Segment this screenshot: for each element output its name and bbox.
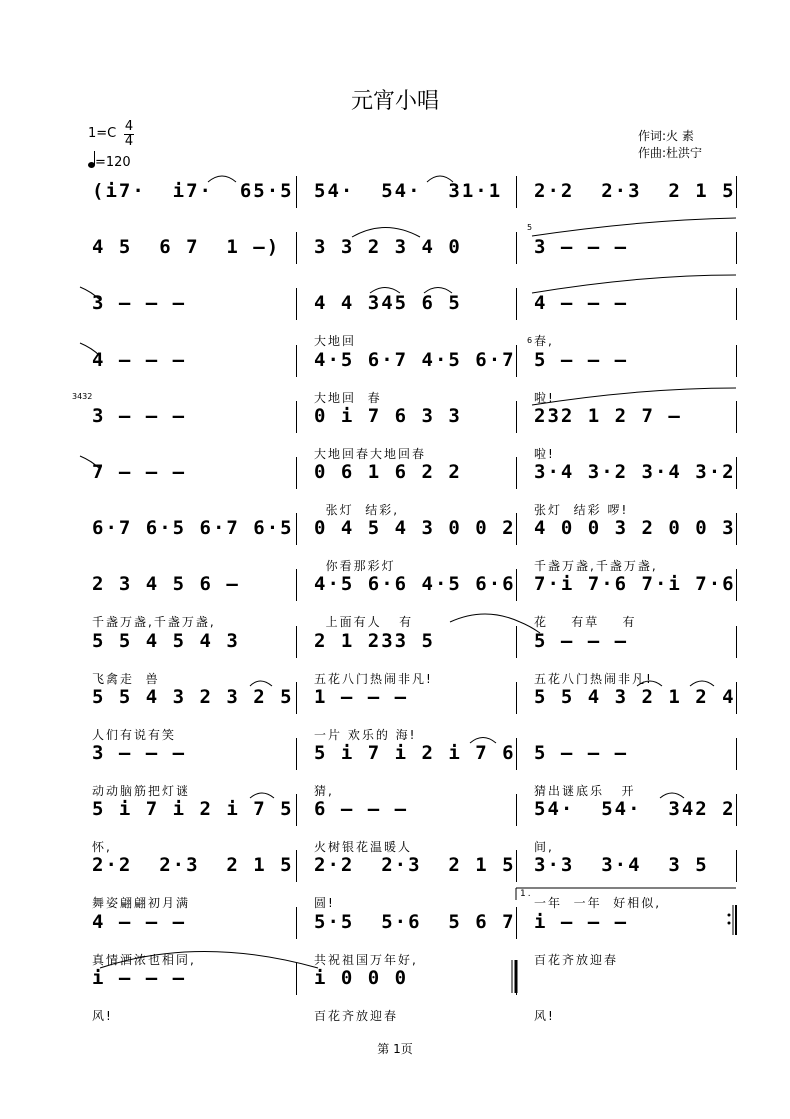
lyric-line: 人们有说有笑: [92, 727, 177, 742]
measure-notes: 5 – – –: [534, 348, 629, 371]
lyric-line: 五花八门热闹非凡!: [534, 671, 653, 686]
lyric-line: 大地回 春: [314, 390, 382, 405]
measure-notes: 232 1 2 7 –: [534, 404, 682, 427]
measure-notes: 7·i 7·6 7·i 7·6: [534, 573, 736, 596]
page-number: 第 1页: [377, 1042, 413, 1056]
slur: [100, 952, 318, 969]
tempo-value: =120: [95, 155, 131, 170]
measure-notes: 4·5 6·7 4·5 6·7: [314, 348, 516, 371]
measure-notes: 5 5 4 5 4 3: [92, 629, 240, 652]
slur: [208, 176, 236, 182]
lyricist-credit: 作词:火 素: [638, 129, 694, 143]
lyric-line: 花 有草 有: [534, 615, 637, 630]
lyric-line: 百花齐放迎春: [314, 1008, 399, 1023]
measure-notes: 4 – – –: [92, 348, 187, 371]
slur: [80, 343, 100, 356]
measure-notes: 6·7 6·5 6·7 6·5: [92, 517, 294, 540]
lyric-line: 圆!: [314, 896, 335, 911]
lyric-line: 一年 一年 好相似,: [534, 896, 662, 911]
lyric-line: 春,: [534, 334, 554, 349]
lyric-line: 火树银花温暖人: [314, 840, 413, 855]
measure-notes: 4 5 6 7 1 –): [92, 236, 281, 259]
slur: [532, 388, 736, 405]
lyric-line: 张灯 结彩,: [314, 503, 400, 517]
measure-notes: 5 – – –: [534, 742, 629, 764]
lyric-line: 张灯 结彩 啰!: [534, 503, 629, 517]
composer-credit: 作曲:杜洪宁: [638, 146, 703, 160]
measure-notes: 3 3 2 3 4 0: [314, 236, 462, 259]
meter-bottom: 4: [124, 134, 134, 149]
lyric-line: 风!: [92, 1008, 113, 1023]
slur: [370, 288, 400, 294]
measure-notes: i – – –: [534, 910, 629, 933]
page-title: 元宵小唱: [350, 89, 439, 114]
measure-notes: 54· 54· 342 2: [534, 798, 736, 821]
lyric-line: 共祝祖国万年好,: [314, 952, 418, 967]
repeat-dot: [728, 914, 731, 917]
lyric-line: 舞姿翩翩初月满: [92, 896, 191, 911]
lyric-line: 大地回: [314, 334, 357, 349]
measure-notes: 3 – – –: [92, 292, 187, 315]
measure-notes: 0 4 5 4 3 0 0 2: [314, 517, 516, 540]
slur: [660, 793, 684, 798]
lyric-line: 真情酒浓也相同,: [92, 952, 196, 967]
measure-notes: 2·2 2·3 2 1 5: [534, 180, 736, 202]
volta-number: 1.: [520, 889, 533, 899]
measure-notes: 3·3 3·4 3 5: [534, 854, 709, 877]
measure-notes: 3 – – –: [92, 404, 187, 427]
lyric-line: 千盏万盏,千盏万盏,: [534, 559, 658, 574]
lyric-line: 五花八门热闹非凡!: [314, 671, 433, 686]
lyric-line: 动动脑筋把灯谜: [92, 784, 191, 798]
measure-notes: 3 – – –: [534, 236, 629, 259]
measure-notes: 5 i 7 i 2 i 7 6: [314, 742, 516, 764]
measure-notes: 4 0 0 3 2 0 0 3: [534, 517, 736, 540]
slur: [470, 738, 496, 744]
measure-notes: 3·4 3·2 3·4 3·2: [534, 461, 736, 483]
grace-note: 6: [527, 336, 535, 345]
slur: [424, 288, 452, 294]
slur: [427, 176, 453, 182]
key-signature: 1=C: [88, 126, 117, 141]
lyric-line: 猜出谜底乐 开: [534, 784, 636, 798]
measure-notes: 5 – – –: [534, 629, 629, 652]
lyric-line: 怀,: [92, 840, 112, 855]
grace-note: 5: [527, 223, 535, 232]
measure-notes: 2·2 2·3 2 1 5: [314, 854, 516, 877]
slur: [520, 622, 540, 633]
lyric-line: 百花齐放迎春: [534, 952, 619, 967]
measure-notes: 3 – – –: [92, 742, 187, 764]
meter-top: 4: [124, 119, 134, 134]
lyric-line: 间,: [534, 840, 554, 855]
measure-notes: 5 5 4 3 2 3 2 5: [92, 685, 294, 708]
measure-notes: 7 – – –: [92, 461, 187, 483]
lyric-line: 上面有人 有: [314, 615, 414, 630]
lyric-line: 大地回春大地回春: [314, 446, 427, 461]
measure-notes: 5 5 4 3 2 1 2 4: [534, 685, 736, 708]
slur: [250, 681, 272, 686]
measure-notes: 2·2 2·3 2 1 5: [92, 854, 294, 877]
measure-notes: 0 6 1 6 2 2: [314, 461, 462, 483]
measure-notes: 5·5 5·6 5 6 7: [314, 910, 516, 933]
measure-notes: i – – –: [92, 966, 187, 989]
measure-notes: 54· 54· 31·1: [314, 180, 503, 202]
measure-notes: 0 i 7 6 3 3: [314, 404, 462, 427]
lyric-line: 飞禽走 兽: [92, 671, 160, 686]
slur: [690, 681, 714, 686]
measure-notes: (i7· i7· 65·5: [92, 180, 294, 202]
slur: [250, 793, 274, 798]
lyric-line: 一片 欢乐的 海!: [314, 727, 417, 742]
measure-notes: 1 – – –: [314, 685, 409, 708]
lyric-line: 千盏万盏,千盏万盏,: [92, 615, 216, 630]
measure-notes: i 0 0 0: [314, 966, 409, 989]
measure-notes: 5 i 7 i 2 i 7 5: [92, 798, 294, 821]
slur: [80, 287, 100, 300]
slur: [352, 228, 420, 238]
measure-notes: 2 1 233 5: [314, 629, 435, 652]
repeat-dot: [728, 922, 731, 925]
measure-notes: 2 3 4 5 6 –: [92, 573, 240, 596]
slur: [532, 275, 736, 293]
measure-notes: 4·5 6·6 4·5 6·6: [314, 573, 516, 596]
slur: [637, 681, 662, 686]
lyric-line: 猜,: [314, 784, 334, 798]
lyric-line: 你看那彩灯: [314, 559, 396, 574]
lyric-line: 啦!: [534, 446, 555, 461]
slur: [532, 218, 736, 236]
lyric-line: 风!: [534, 1008, 555, 1023]
measure-notes: 6 – – –: [314, 798, 409, 821]
measure-notes: 4 – – –: [534, 292, 629, 315]
grace-note: 3432: [72, 392, 93, 401]
slur: [450, 614, 520, 622]
measure-notes: 4 – – –: [92, 910, 187, 933]
measure-notes: 4 4 345 6 5: [314, 292, 462, 315]
slur: [80, 456, 100, 469]
lyric-line: 啦!: [534, 390, 555, 405]
